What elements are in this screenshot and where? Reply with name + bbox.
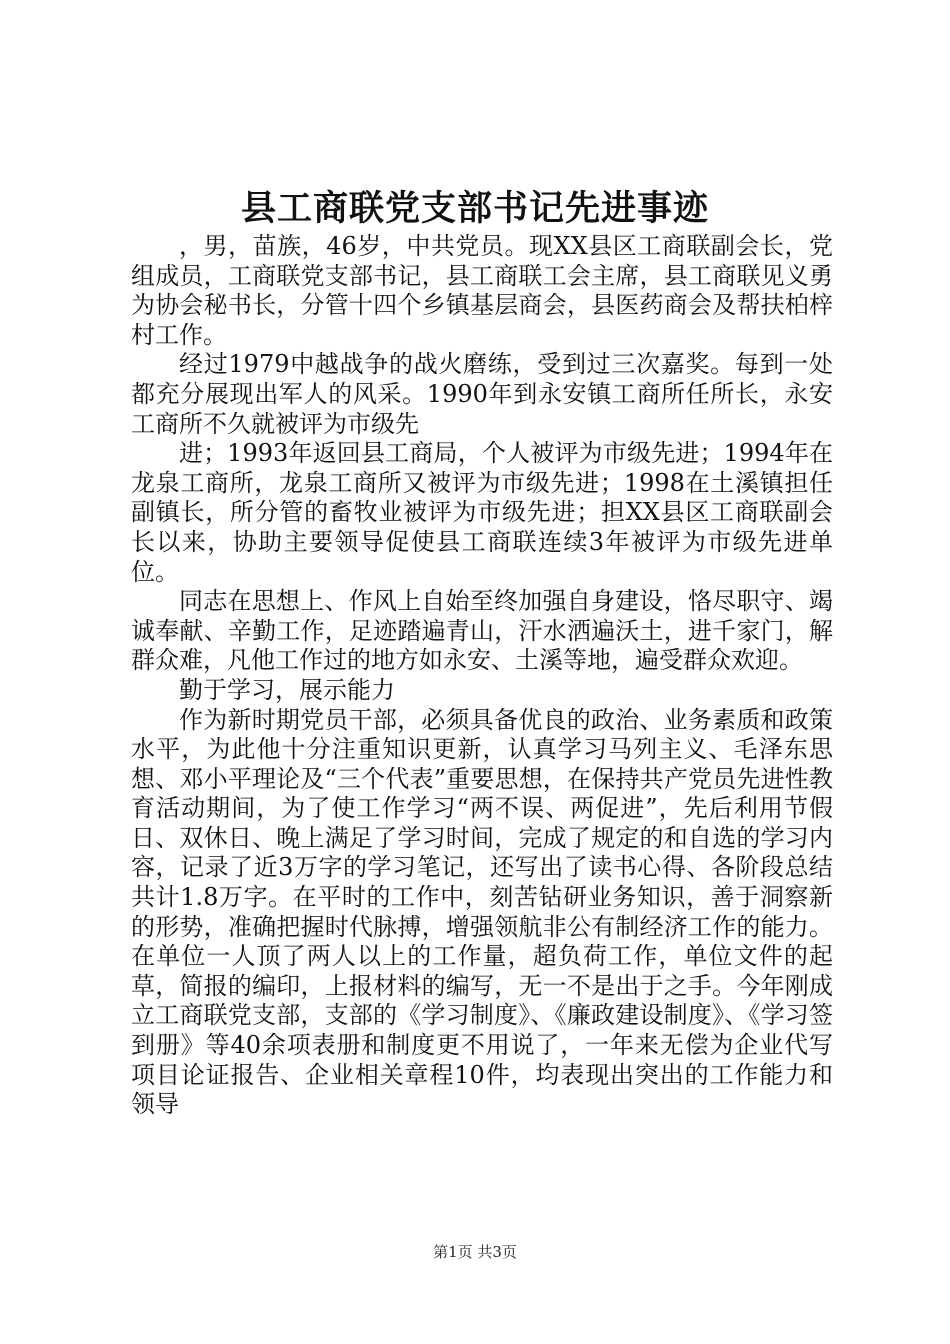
paragraph-military: 经过1979中越战争的战火磨练，受到过三次嘉奖。每到一处都充分展现出军人的风采。1990年到永安镇工商所任所长，永安工商所不久就被评为市级先 <box>131 350 833 438</box>
paragraph-intro: ，男，苗族，46岁，中共党员。现XX县区工商联副会长，党组成员，工商联党支部书记，县工商联工会主席，县工商联见义勇为协会秘书长，分管十四个乡镇基层商会，县医药商会及帮扶柏梓村工作。 <box>131 232 833 349</box>
document-title: 县工商联党支部书记先进事迹 <box>240 188 709 229</box>
paragraph-conduct: 同志在思想上、作风上自始至终加强自身建设，恪尽职守、竭诚奉献、辛勤工作，足迹踏遍青山，汗水洒遍沃土，进千家门，解群众难，凡他工作过的地方如永安、土溪等地，遍受群众欢迎。 <box>131 587 833 675</box>
paragraph-career: 进；1993年返回县工商局，个人被评为市级先进；1994年在龙泉工商所，龙泉工商所又被评为市级先进；1998在土溪镇担任副镇长，所分管的畜牧业被评为市级先进；担XX县区工商联副会长以来，协助主要领导促使县工商联连续3年被评为市级先进单位。 <box>131 439 833 586</box>
page-number: 第1页 共3页 <box>433 1243 517 1261</box>
section-heading-study: 勤于学习，展示能力 <box>179 675 395 704</box>
paragraph-study: 作为新时期党员干部，必须具备优良的政治、业务素质和政策水平，为此他十分注重知识更新，认真学习马列主义、毛泽东思想、邓小平理论及“三个代表”重要思想，在保持共产党员先进性教育活动期间，为了使工作学习“两不误、两促进”，先后利用节假日、双休日、晚上满足了学习时间，完成了规定的和自选的学习内容，记录了近3万字的学习笔记，还写出了读书心得、各阶段总结共计1.8万字。在平时的工作中，刻苦钻研业务知识，善于洞察新的形势，准确把握时代脉搏，增强领航非公有制经济工作的能力。在单位一人顶了两人以上的工作量，超负荷工作，单位文件的起草，简报的编印，上报材料的编写，无一不是出于之手。今年刚成立工商联党支部，支部的《学习制度》、《廉政建设制度》、《学习签到册》等40余项表册和制度更不用说了，一年来无偿为企业代写项目论证报告、企业相关章程10件，均表现出突出的工作能力和领导 <box>131 705 833 1119</box>
document-body <box>131 232 833 1120</box>
